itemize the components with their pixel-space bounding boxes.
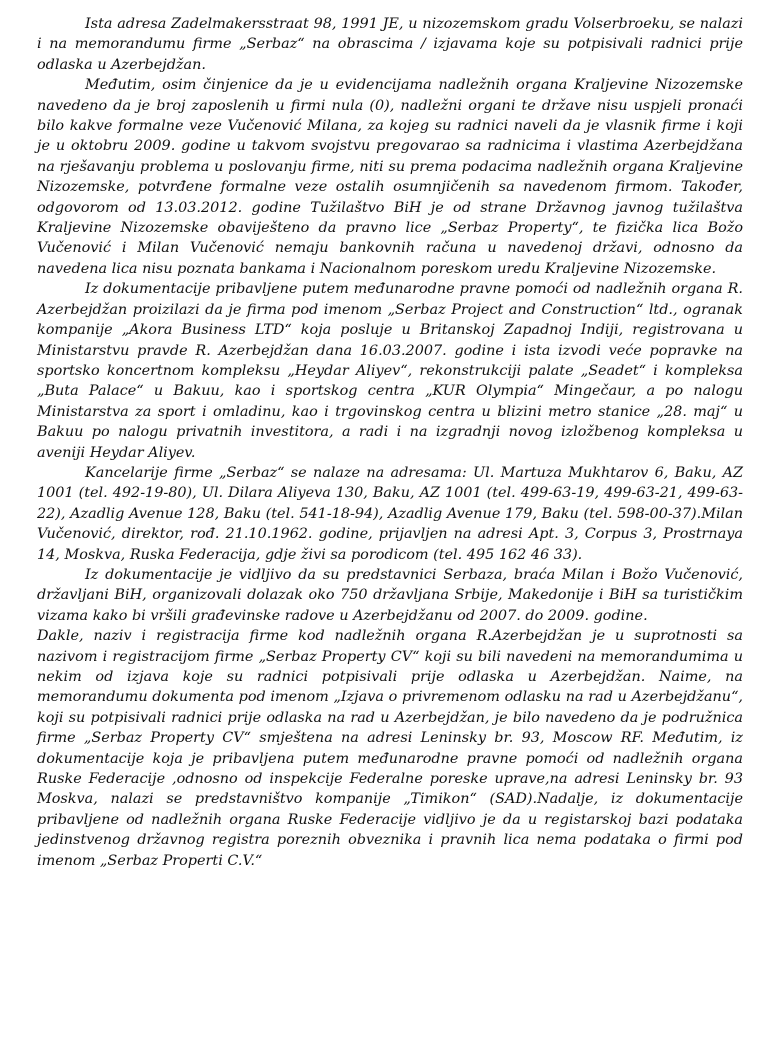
paragraph-azerbaijan-registration: Iz dokumentacije pribavljene putem međunarodne pravne pomoći od nadležnih organa R. Azerbejdžan proizilazi da je firma pod imenom „Serbaz Project and Construction“ ltd., ogranak kompanije „Akora Business LTD“ koja posluje u Britanskoj Zapadnoj Indiji, registrovana u Ministarstvu pravde R. Azerbejdžan dana 16.03.2007. godine i ista izvodi veće popravke na sportsko koncertnom kompleksu „Heydar Aliyev“, rekonstrukciji palate „Seadet“ i kompleksa „Buta Palace“ u Bakuu, kao i sportskog centra „KUR Olympia“ Mingečaur, a po nalogu Ministarstva za sport i omladinu, kao i trgovinskog centra u blizini metro stanice „28. maj“ u Bakuu po nalogu privatnih investitora, a radi i na izgradnji novog izložbenog kompleksa u aveniji Heydar Aliyev. <box>37 281 743 461</box>
paragraph-netherlands-findings: Međutim, osim činjenice da je u evidencijama nadležnih organa Kraljevine Nizozemske navedeno da je broj zaposlenih u firmi nula (0), nadležni organi te države nisu uspjeli pronaći bilo kakve formalne veze Vučenović Milana, za kojeg su radnici naveli da je vlasnik firme i koji je u oktobru 2009. godine u takvom svojstvu pregovarao sa radnicima i vlastima Azerbejdžana na rješavanju problema u poslovanju firme, niti su prema podacima nadležnih organa Kraljevine Nizozemske, potvrđene formalne veze ostalih osumnjičenih sa navedenom firmom. Također, odgovorom od 13.03.2012. godine Tužilaštvo BiH je od strane Državnog javnog tužilaštva Kraljevine Nizozemske obaviješteno da pravno lice „Serbaz Property“, te fizička lica Božo Vučenović i Milan Vučenović nemaju bankovnih računa u navedenoj državi, odnosno da navedena lica nisu poznata bankama i Nacionalnom poreskom uredu Kraljevine Nizozemske. <box>37 77 743 277</box>
paragraph-office-addresses: Kancelarije firme „Serbaz“ se nalaze na adresama: Ul. Martuza Mukhtarov 6, Baku, AZ 1001 (tel. 492-19-80), Ul. Dilara Aliyeva 130, Baku, AZ 1001 (tel. 499-63-19, 499-63-21, 499-63-22), Azadlig Avenue 128, Baku (tel. 541-18-94), Azadlig Avenue 179, Baku (tel. 598-00-37).Milan Vučenović, direktor, rođ. 21.10.1962. godine, prijavljen na adresi Apt. 3, Corpus 3, Prostrnaya 14, Moskva, Ruska Federacija, gdje živi sa porodicom (tel. 495 162 46 33). <box>37 464 743 563</box>
document-page <box>37 14 743 871</box>
paragraph-address-netherlands: Ista adresa Zadelmakersstraat 98, 1991 JE, u nizozemskom gradu Volserbroeku, se nalazi i na memorandumu firme „Serbaz“ na obrascima / izjavama koje su potpisivali radnici prije odlaska u Azerbejdžan. <box>37 16 743 73</box>
paragraph-workers-arrival: Iz dokumentacije je vidljivo da su predstavnici Serbaza, braća Milan i Božo Vučenović, državljani BiH, organizovali dolazak oko 750 državljana Srbije, Makedonije i BiH sa turističkim vizama kako bi vršili građevinske radove u Azerbejdžanu od 2007. do 2009. godine. <box>37 566 743 624</box>
paragraph-conclusion: Dakle, naziv i registracija firme kod nadležnih organa R.Azerbejdžan je u suprotnosti sa nazivom i registracijom firme „Serbaz Property CV“ koji su bili navedeni na memorandumima u nekim od izjava koje su radnici potpisivali prije odlaska u Azerbejdžan. Naime, na memorandumu dokumenta pod imenom „Izjava o privremenom odlasku na rad u Azerbejdžanu“, koji su potpisivali radnici prije odlaska na rad u Azerbejdžan, je bilo navedeno da je podružnica firme „Serbaz Property CV“ smještena na adresi Leninsky br. 93, Moscow RF. Međutim, iz dokumentacije koja je pribavljena putem međunarodne pravne pomoći od nadležnih organa Ruske Federacije ,odnosno od inspekcije Federalne poreske uprave,na adresi Leninsky br. 93 Moskva, nalazi se predstavništvo kompanije „Timikon“ (SAD).Nadalje, iz dokumentacije pribavljene od nadležnih organa Ruske Federacije vidljivo je da u registarskoj bazi podataka jedinstvenog državnog registra poreznih obveznika i pravnih lica nema podataka o firmi pod imenom „Serbaz Properti C.V.“ <box>37 628 743 869</box>
